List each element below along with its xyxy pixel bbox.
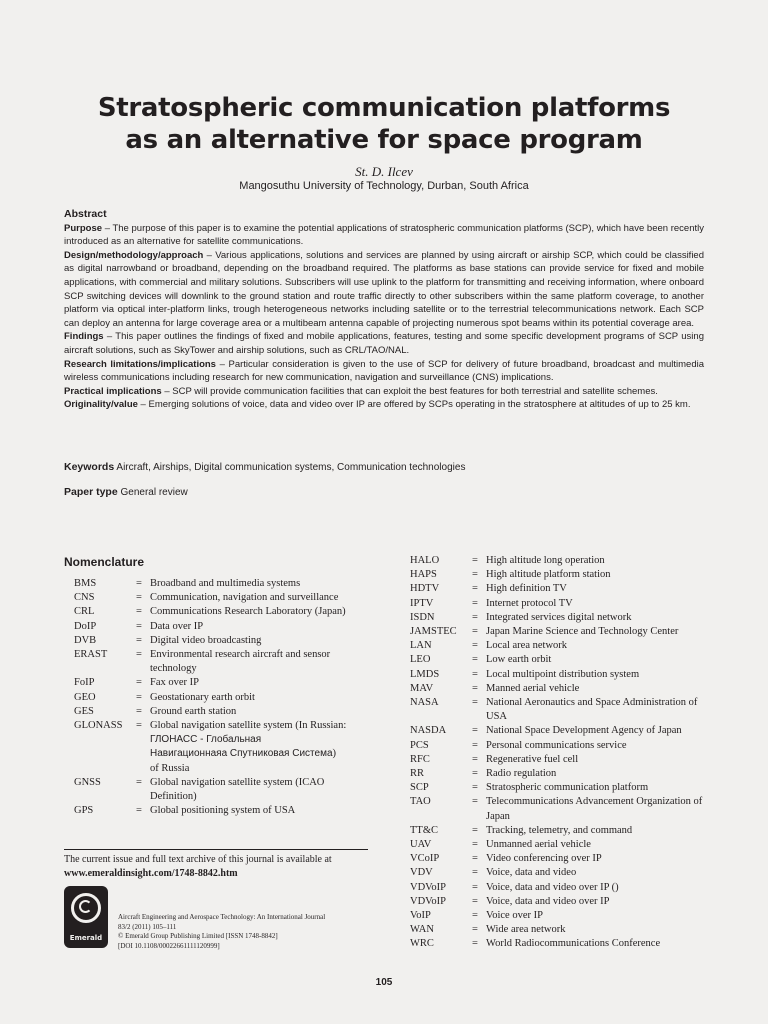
page-number: 105 xyxy=(375,977,393,988)
abbreviation: UAV xyxy=(410,839,432,851)
equals-sign: = xyxy=(472,853,478,865)
abbreviation: BMS xyxy=(74,578,97,589)
definition: Communications Research Laboratory (Japan) xyxy=(150,606,346,618)
abbreviation: LAN xyxy=(410,640,432,652)
table-row xyxy=(410,937,710,951)
paper-title xyxy=(40,92,728,156)
definition: Telecommunications Advancement Organization of Japan xyxy=(486,796,703,822)
abbreviation: GPS xyxy=(74,805,94,817)
journal-volume: 83/2 (2011) 105–111 xyxy=(118,922,177,931)
abbreviation: VDVoIP xyxy=(410,895,446,907)
title-line-2: as an alternative for space program xyxy=(125,125,643,155)
table-row xyxy=(410,682,710,696)
equals-sign: = xyxy=(472,824,478,836)
abbreviation: IPTV xyxy=(410,597,434,609)
table-row xyxy=(410,923,710,937)
table-row xyxy=(410,625,710,639)
definition: Ground earth station xyxy=(150,705,237,717)
equals-sign: = xyxy=(472,654,478,666)
section-label: Findings xyxy=(64,331,104,343)
table-row xyxy=(410,767,710,781)
equals-sign: = xyxy=(472,626,478,638)
table-row xyxy=(410,582,710,596)
equals-sign: = xyxy=(136,606,142,618)
definition-text: Global navigation satellite system (In Russian: xyxy=(150,720,347,732)
equals-sign: = xyxy=(472,796,478,808)
definition: Communication, navigation and surveillance xyxy=(150,592,339,604)
table-row xyxy=(410,611,710,625)
logo-label: Emerald xyxy=(69,934,103,942)
equals-sign: = xyxy=(472,739,478,751)
abbreviation: JAMSTEC xyxy=(410,626,457,638)
equals-sign: = xyxy=(136,776,142,788)
abbreviation: VDV xyxy=(410,867,433,879)
equals-sign: = xyxy=(472,583,478,595)
journal-name: Aircraft Engineering and Aerospace Technology: An International Journal xyxy=(118,913,326,921)
abbreviation: PCS xyxy=(410,739,429,751)
equals-sign: = xyxy=(472,938,478,950)
journal-copyright: © Emerald Group Publishing Limited [ISSN 1748-8842] xyxy=(118,932,278,941)
table-row xyxy=(410,568,710,582)
definition: Environmental research aircraft and sensor technology xyxy=(150,649,331,675)
journal-doi: [DOI 10.1108/00022661111120999] xyxy=(118,941,220,950)
abbreviation: MAV xyxy=(410,682,434,694)
section-text: – Various applications, solutions and services are planned by using aircraft or airship SCP, which could be classified as digital narrowband or broadband, depending on the broadband required. The platforms as base stations can provide service for fixed and mobile applications, with commercial and military solutions. Subscribers will use uplink to the platform for transmitting and receiving information, where onboard SCP switching devices will downlink to the ground station and route traffic directly to other subscribers within the same platform coverage, to another platform via optical inter-platform links, trough heterogeneous networks including satellite or to the terrestrial telecommunications network. Each SCP can deploy an antenna for large coverage area or a multibeam antenna capable of projecting numerous spot beams within its potential coverage area. xyxy=(64,249,704,329)
abbreviation: DVB xyxy=(74,634,97,646)
definition: Wide area network xyxy=(486,924,566,936)
table-row xyxy=(410,597,710,611)
section-label: Originality/value xyxy=(64,399,138,411)
nomenclature-heading: Nomenclature xyxy=(64,555,145,569)
abbreviation: WAN xyxy=(410,924,434,936)
table-row xyxy=(410,696,710,724)
abbreviation: GEO xyxy=(74,691,96,703)
abbreviation: RR xyxy=(410,768,425,780)
affiliation: Mangosuthu University of Technology, Durban, South Africa xyxy=(239,180,529,192)
table-row xyxy=(74,719,370,776)
definition: Video conferencing over IP xyxy=(486,853,602,865)
equals-sign: = xyxy=(472,597,478,609)
definition: High altitude platform station xyxy=(486,569,611,581)
abbreviation: CRL xyxy=(74,606,95,618)
abbreviation: TAO xyxy=(410,796,431,808)
equals-sign: = xyxy=(136,620,142,632)
title-line-1: Stratospheric communication platforms xyxy=(97,93,671,123)
definition: Manned aerial vehicle xyxy=(486,682,580,694)
journal-url-link[interactable]: www.emeraldinsight.com/1748-8842.htm xyxy=(64,868,238,879)
definition: Digital video broadcasting xyxy=(150,634,262,646)
abbreviation: TT&C xyxy=(410,824,438,836)
equals-sign: = xyxy=(136,649,142,661)
abstract xyxy=(64,208,704,412)
table-row xyxy=(74,620,370,634)
abbreviation: ISDN xyxy=(410,611,435,623)
table-row xyxy=(410,866,710,880)
abstract-originality xyxy=(64,398,704,412)
table-row xyxy=(410,781,710,795)
definition xyxy=(150,719,370,776)
paper-type-label: Paper type xyxy=(64,486,118,498)
abbreviation: GLONASS xyxy=(74,720,123,732)
abbreviation: HDTV xyxy=(410,583,440,595)
abbreviation: GNSS xyxy=(74,776,101,788)
definition: Internet protocol TV xyxy=(486,597,573,609)
abstract-practical xyxy=(64,385,704,399)
definition: Voice over IP xyxy=(486,910,543,922)
definition: High definition TV xyxy=(486,583,567,595)
abbreviation: NASA xyxy=(410,697,439,709)
abbreviation: NASDA xyxy=(410,725,447,737)
equals-sign: = xyxy=(136,805,142,817)
abbreviation: DoIP xyxy=(74,620,97,632)
table-row xyxy=(410,668,710,682)
definition: Voice, data and video over IP () xyxy=(486,881,619,893)
definition: Regenerative fuel cell xyxy=(486,753,579,765)
abbreviation: SCP xyxy=(410,782,429,794)
abbreviation: HALO xyxy=(410,555,440,566)
definition-text: of Russia xyxy=(150,762,190,774)
equals-sign: = xyxy=(472,895,478,907)
abbreviation: WRC xyxy=(410,938,434,950)
definition: Voice, data and video over IP xyxy=(486,895,610,907)
equals-sign: = xyxy=(472,668,478,680)
table-row xyxy=(410,795,710,823)
equals-sign: = xyxy=(472,881,478,893)
keywords-text: Aircraft, Airships, Digital communication systems, Communication technologies xyxy=(114,462,466,473)
russian-text: Навигационнаяа Спутниковая Система xyxy=(150,748,333,760)
definition: Voice, data and video xyxy=(486,867,577,879)
equals-sign: = xyxy=(136,705,142,717)
section-text: – SCP will provide communication facilities that can exploit the best features for both terrestrial and satellite schemes. xyxy=(161,385,658,397)
equals-sign: = xyxy=(136,720,142,732)
section-label: Purpose xyxy=(64,222,103,234)
definition: Low earth orbit xyxy=(486,654,552,666)
table-row xyxy=(74,648,370,676)
keywords xyxy=(64,461,465,473)
definition: National Space Development Agency of Japan xyxy=(486,725,682,737)
definition: Integrated services digital network xyxy=(486,611,632,623)
closing-paren: ) xyxy=(332,748,337,760)
equals-sign: = xyxy=(472,910,478,922)
table-row xyxy=(74,591,370,605)
table-row xyxy=(410,753,710,767)
archive-note xyxy=(64,853,332,881)
equals-sign: = xyxy=(472,867,478,879)
equals-sign: = xyxy=(472,682,478,694)
equals-sign: = xyxy=(472,768,478,780)
equals-sign: = xyxy=(136,634,142,646)
definition: Global navigation satellite system (ICAO Definition) xyxy=(150,776,325,803)
equals-sign: = xyxy=(136,592,142,604)
table-row xyxy=(74,691,370,705)
abbreviation: FoIP xyxy=(74,677,95,689)
abbreviation: VCoIP xyxy=(410,853,440,865)
section-text: – Particular consideration is given to the use of SCP for delivery of future broadband, broadcast and multimedia wireless communications including research for new communication, navigation and surveillance (CNS) implications. xyxy=(64,358,704,384)
definition: High altitude long operation xyxy=(486,555,605,566)
abstract-design xyxy=(64,249,704,331)
equals-sign: = xyxy=(472,839,478,851)
abbreviation: LMDS xyxy=(410,668,440,680)
definition: Fax over IP xyxy=(150,677,199,689)
paper-type xyxy=(64,486,188,498)
equals-sign: = xyxy=(136,677,142,689)
section-text: – This paper outlines the findings of fixed and mobile applications, features, testing and some specific development programs of SCP using aircraft solutions, such as SkyTower and airship solutions, such as CRL/TAO/NAL. xyxy=(64,331,704,356)
divider xyxy=(64,849,368,850)
definition: Unmanned aerial vehicle xyxy=(486,839,591,851)
definition: Personal communications service xyxy=(486,739,627,751)
nomenclature-table-left xyxy=(74,577,370,818)
abbreviation: GES xyxy=(74,705,94,717)
section-label: Research limitations/implications xyxy=(64,358,216,370)
logo-swirl-icon xyxy=(79,900,92,913)
archive-text: The current issue and full text archive of this journal is available at xyxy=(64,854,332,865)
journal-info xyxy=(118,913,325,951)
table-row xyxy=(410,852,710,866)
equals-sign: = xyxy=(472,782,478,794)
definition: Radio regulation xyxy=(486,768,557,780)
keywords-label: Keywords xyxy=(64,461,115,473)
table-row xyxy=(410,909,710,923)
abbreviation: VDVoIP xyxy=(410,881,446,893)
nomenclature-table-right xyxy=(410,554,710,952)
table-row xyxy=(410,639,710,653)
definition: World Radiocommunications Conference xyxy=(486,938,661,950)
equals-sign: = xyxy=(472,555,478,566)
definition: Japan Marine Science and Technology Center xyxy=(486,626,679,638)
definition: Geostationary earth orbit xyxy=(150,691,255,703)
table-row xyxy=(410,653,710,667)
abstract-findings xyxy=(64,330,704,357)
equals-sign: = xyxy=(472,753,478,765)
table-row xyxy=(74,676,370,690)
equals-sign: = xyxy=(472,697,478,709)
abbreviation: CNS xyxy=(74,592,95,604)
equals-sign: = xyxy=(136,691,142,703)
russian-text: ГЛОНАСС - Глобальная xyxy=(150,734,262,746)
section-label: Practical implications xyxy=(64,385,162,397)
table-row xyxy=(74,605,370,619)
definition: Stratospheric communication platform xyxy=(486,782,649,794)
table-row xyxy=(74,705,370,719)
abstract-heading: Abstract xyxy=(64,208,107,220)
table-row xyxy=(74,634,370,648)
table-row xyxy=(410,724,710,738)
abbreviation: LEO xyxy=(410,654,431,666)
table-row xyxy=(410,554,710,568)
section-label: Design/methodology/approach xyxy=(64,249,204,261)
equals-sign: = xyxy=(472,924,478,936)
equals-sign: = xyxy=(472,569,478,581)
table-row xyxy=(74,776,370,804)
abbreviation: ERAST xyxy=(74,649,108,661)
abstract-purpose xyxy=(64,222,704,249)
author: St. D. Ilcev xyxy=(355,164,413,179)
table-row xyxy=(74,577,370,591)
definition: Data over IP xyxy=(150,620,204,632)
equals-sign: = xyxy=(472,611,478,623)
definition: Local area network xyxy=(486,640,568,652)
emerald-logo xyxy=(64,886,108,948)
definition: Tracking, telemetry, and command xyxy=(486,824,633,836)
section-text: – Emerging solutions of voice, data and video over IP are offered by SCPs operating in the stratosphere at altitudes of up to 25 km. xyxy=(137,399,691,411)
abbreviation: HAPS xyxy=(410,569,437,581)
definition: Broadband and multimedia systems xyxy=(150,578,301,589)
equals-sign: = xyxy=(136,578,142,589)
abbreviation: VoIP xyxy=(410,910,431,922)
section-text: – The purpose of this paper is to examine the potential applications of stratospheric communication platforms (SCP), which have been recently introduced as an alternative for satellite communications. xyxy=(64,222,704,248)
definition: Global positioning system of USA xyxy=(150,805,296,817)
abstract-limitations xyxy=(64,358,704,385)
table-row xyxy=(410,881,710,895)
definition: National Aeronautics and Space Administration of USA xyxy=(486,697,698,723)
definition: Local multipoint distribution system xyxy=(486,668,640,680)
table-row xyxy=(410,838,710,852)
table-row xyxy=(410,739,710,753)
equals-sign: = xyxy=(472,640,478,652)
equals-sign: = xyxy=(472,725,478,737)
paper-type-text: General review xyxy=(117,487,188,498)
abbreviation: RFC xyxy=(410,753,430,765)
table-row xyxy=(410,895,710,909)
table-row xyxy=(74,804,370,818)
table-row xyxy=(410,824,710,838)
